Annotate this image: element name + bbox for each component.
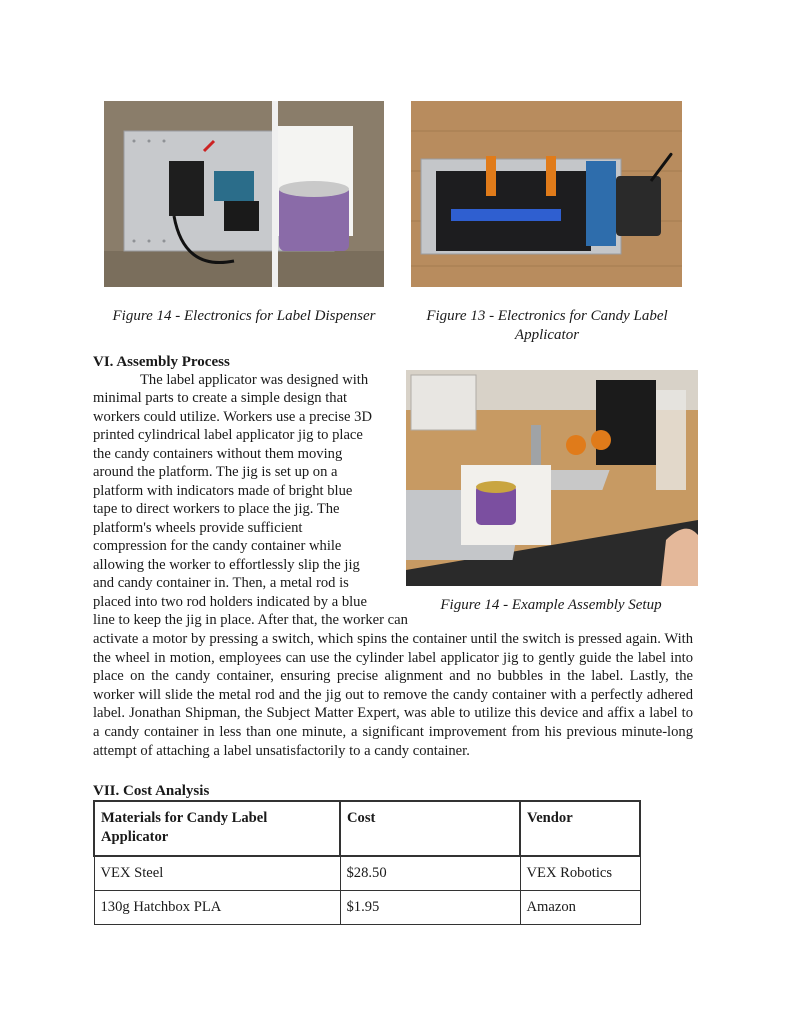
paragraph-line: placed into two rod holders indicated by a blue <box>93 594 367 610</box>
paragraph-line: tape to direct workers to place the jig. The <box>93 501 340 517</box>
table-cell-cost: $28.50 <box>340 856 520 891</box>
figure-caption-label-dispenser: Figure 14 - Electronics for Label Dispenser <box>112 308 376 324</box>
section-heading-assembly-process: VI. Assembly Process <box>93 354 230 370</box>
section-heading-cost-analysis: VII. Cost Analysis <box>93 783 210 799</box>
photo-example-assembly-setup <box>406 370 698 586</box>
paragraph-line: workers could utilize. Workers use a precise 3D <box>93 409 372 425</box>
paragraph-line: printed cylindrical label applicator jig to place <box>93 427 363 443</box>
paragraph-line: line to keep the jig in place. After that, the worker can <box>93 612 408 628</box>
paragraph-line: The label applicator was designed with <box>140 372 369 388</box>
figure-caption-example-assembly-setup: Figure 14 - Example Assembly Setup <box>440 597 662 613</box>
table-header-vendor: Vendor <box>520 801 640 856</box>
table-header-cost: Cost <box>340 801 520 856</box>
table-cell-vendor: Amazon <box>520 891 640 925</box>
figure-caption-candy-label-applicator-line2: Applicator <box>514 327 580 343</box>
table-row <box>94 891 640 925</box>
cost-analysis-table <box>93 800 641 925</box>
paragraph-line: around the platform. The jig is set up on a <box>93 464 338 480</box>
paragraph-line: the candy containers without them moving <box>93 446 343 462</box>
paragraph-line: and candy container in. Then, a metal rod is <box>93 575 349 591</box>
photo-candy-label-applicator <box>411 101 682 287</box>
photo-label-dispenser <box>104 101 384 287</box>
table-row <box>94 856 640 891</box>
paragraph-line: allowing the worker to effortlessly slip the jig <box>93 557 360 573</box>
table-cell-material: 130g Hatchbox PLA <box>94 891 340 925</box>
paragraph-line: compression for the candy container while <box>93 538 342 554</box>
paragraph-line: platform's wheels provide sufficient <box>93 520 303 536</box>
paragraph-line: platform with indicators made of bright blue <box>93 483 353 499</box>
assembly-paragraph-wide: activate a motor by pressing a switch, which spins the container until the switch is pressed again. With the wheel in motion, employees can use the cylinder label applicator jig to gently guide the label into place on the candy container, ensuring precise alignment and no bubbles in the label. Lastly, the worker will slide the metal rod and the jig out to remove the candy container with a perfectly adhered label. Jonathan Shipman, the Subject Matter Expert, was able to utilize this device and affix a label to a candy container in less than one minute, a significant improvement from his previous minute-long attempt of attaching a label unsatisfactorily to a candy container. <box>93 631 693 759</box>
figure-caption-candy-label-applicator-line1: Figure 13 - Electronics for Candy Label <box>426 308 668 324</box>
table-header-materials: Materials for Candy Label Applicator <box>94 801 340 856</box>
table-cell-cost: $1.95 <box>340 891 520 925</box>
paragraph-line: minimal parts to create a simple design that <box>93 390 348 406</box>
table-header-row <box>94 801 640 856</box>
table-cell-material: VEX Steel <box>94 856 340 891</box>
table-cell-vendor: VEX Robotics <box>520 856 640 891</box>
